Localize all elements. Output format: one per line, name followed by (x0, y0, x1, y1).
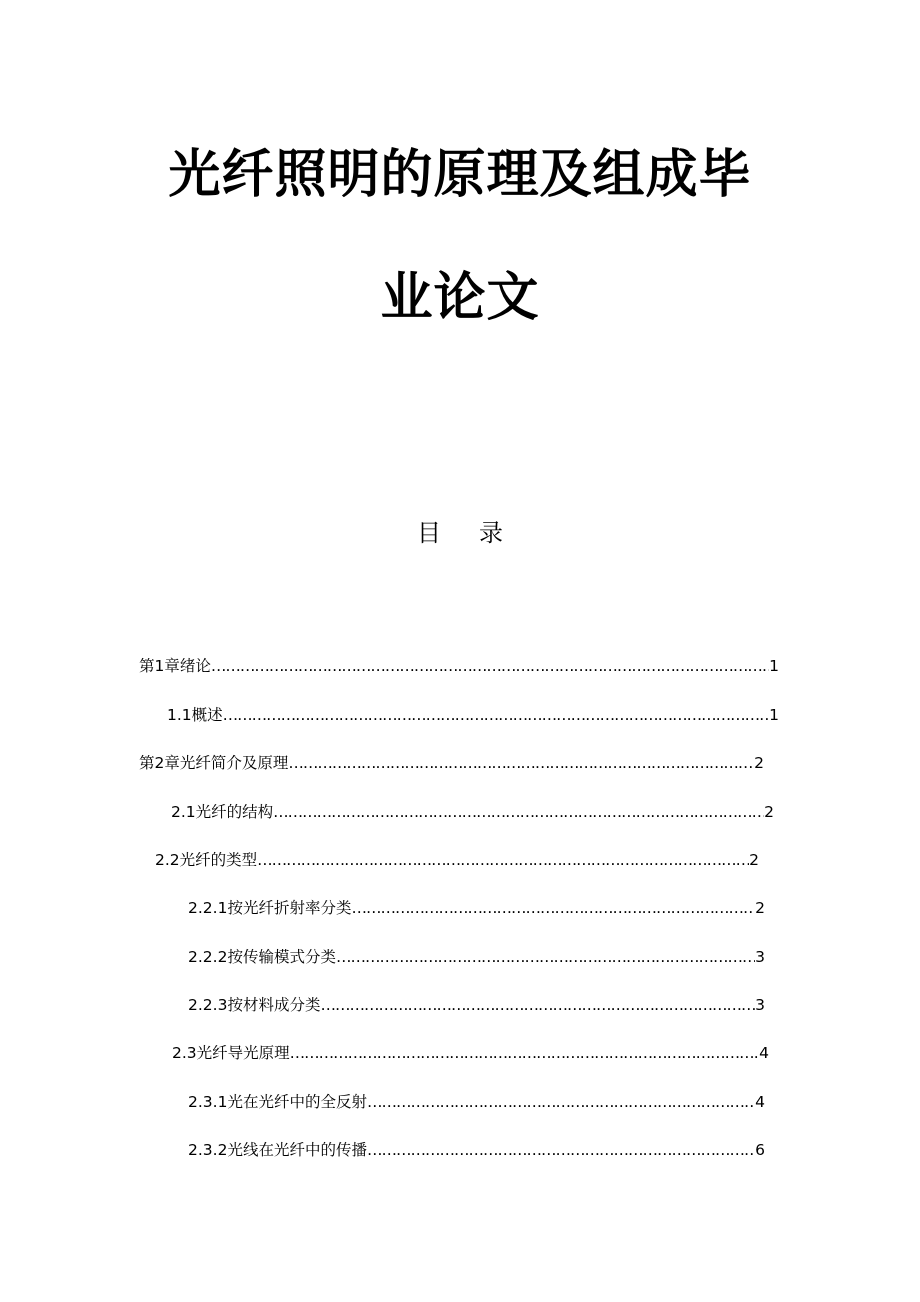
toc-leader-dots (223, 704, 769, 726)
toc-leader-dots (211, 655, 769, 677)
toc-entry-number: 第2章 (139, 754, 180, 772)
toc-entry-page: 4 (759, 1044, 769, 1062)
toc-entry-page: 3 (755, 996, 765, 1014)
toc-leader-dots (290, 1042, 759, 1064)
toc-entry-page: 2 (754, 754, 764, 772)
toc-entry-2-2-1[interactable] (188, 897, 765, 919)
toc-entry-page: 1 (769, 657, 779, 675)
toc-entry-2-2[interactable] (155, 849, 759, 871)
toc-entry-number: 2.3 (172, 1044, 197, 1062)
toc-leader-dots (336, 946, 755, 968)
toc-entry-page: 2 (764, 803, 774, 821)
toc-entry-page: 6 (755, 1141, 765, 1159)
toc-leader-dots (273, 801, 764, 823)
toc-leader-dots (320, 994, 755, 1016)
toc-entry-number: 2.2.2 (188, 948, 228, 966)
toc-entry-label: 概述 (191, 706, 223, 724)
toc-entry-chapter-1[interactable] (139, 655, 779, 677)
toc-entry-number: 2.3.2 (188, 1141, 228, 1159)
toc-entry-page: 4 (755, 1093, 765, 1111)
toc-entry-label: 光纤简介及原理 (179, 754, 289, 772)
toc-entry-2-3[interactable] (172, 1042, 769, 1064)
toc-leader-dots (367, 1139, 755, 1161)
toc-leader-dots (257, 849, 749, 871)
toc-entry-2-2-3[interactable] (188, 994, 765, 1016)
toc-entry-label: 光纤导光原理 (196, 1044, 290, 1062)
toc-entry-1-1[interactable] (167, 704, 779, 726)
toc-entry-chapter-2[interactable] (139, 752, 764, 774)
toc-entry-label: 按光纤折射率分类 (227, 899, 352, 917)
toc-entry-page: 2 (749, 851, 759, 869)
toc-entry-2-3-1[interactable] (188, 1091, 765, 1113)
toc-heading-char-1: 目 (417, 519, 441, 547)
toc-entry-2-1[interactable] (171, 801, 774, 823)
toc-entry-label: 光纤的类型 (179, 851, 258, 869)
toc-heading (0, 518, 920, 548)
toc-entry-2-3-2[interactable] (188, 1139, 765, 1161)
toc-entry-label: 光在光纤中的全反射 (227, 1093, 367, 1111)
toc-entry-number: 2.1 (171, 803, 196, 821)
toc-entry-label: 光纤的结构 (195, 803, 274, 821)
document-title-line-1: 光纤照明的原理及组成毕 (168, 145, 752, 205)
toc-entry-page: 1 (769, 706, 779, 724)
toc-entry-label: 按材料成分类 (227, 996, 321, 1014)
toc-entry-number: 2.2.1 (188, 899, 228, 917)
toc-entry-number: 2.2.3 (188, 996, 228, 1014)
toc-entry-label: 光线在光纤中的传播 (227, 1141, 367, 1159)
toc-entry-page: 2 (755, 899, 765, 917)
toc-leader-dots (367, 1091, 755, 1113)
toc-leader-dots (351, 897, 755, 919)
toc-entry-number: 2.2 (155, 851, 180, 869)
toc-entry-2-2-2[interactable] (188, 946, 765, 968)
document-title-line-2: 业论文 (380, 268, 540, 328)
toc-entry-label: 绪论 (179, 657, 211, 675)
toc-leader-dots (288, 752, 754, 774)
toc-entry-label: 按传输模式分类 (227, 948, 336, 966)
toc-entry-number: 第1章 (139, 657, 180, 675)
toc-entry-number: 1.1 (167, 706, 192, 724)
toc-heading-char-2: 录 (479, 519, 503, 547)
toc-entry-number: 2.3.1 (188, 1093, 228, 1111)
toc-entry-page: 3 (755, 948, 765, 966)
